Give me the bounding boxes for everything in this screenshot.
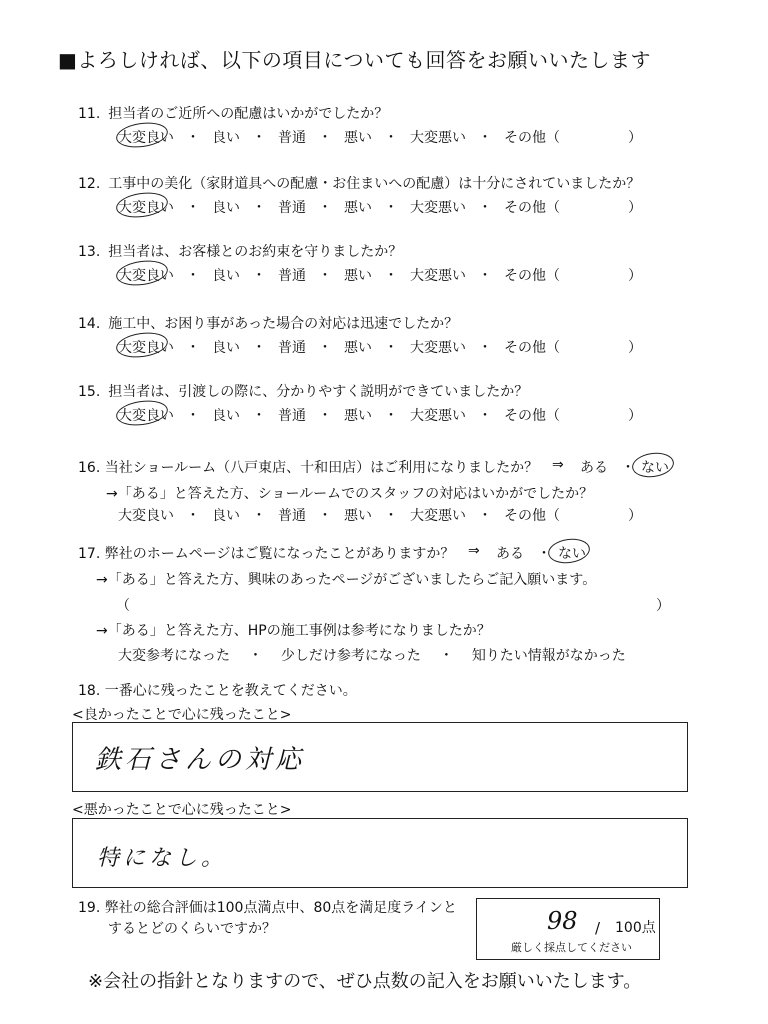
- question-followup: →「ある」と答えた方、興味のあったページがございましたらご記入願います。: [96, 572, 597, 588]
- paren-close: ）: [628, 340, 642, 356]
- paren-close: ）: [628, 130, 642, 146]
- rating-option[interactable]: 大変良い: [118, 408, 174, 424]
- paren-close: ）: [628, 268, 642, 284]
- paren-open: （: [116, 598, 130, 614]
- question-16: [78, 457, 538, 477]
- hp-options: 大変参考になった ・ 少しだけ参考になった ・ 知りたい情報がなかった: [118, 648, 626, 664]
- question-followup: →「ある」と答えた方、HPの施工事例は参考になりましたか？: [96, 623, 491, 639]
- paren-close: ）: [628, 408, 642, 424]
- question-text: 担当者は、お客様とのお約束を守りましたか？: [108, 244, 403, 260]
- question-text: 当社ショールーム（八戸東店、十和田店）はご利用になりましたか？: [104, 460, 539, 476]
- rating-option[interactable]: その他（: [504, 340, 560, 356]
- rating-option[interactable]: 悪い: [344, 268, 372, 284]
- score-value: 98: [547, 907, 578, 935]
- rating-option[interactable]: 大変悪い: [410, 508, 466, 524]
- rating-option[interactable]: 大変良い: [118, 130, 174, 146]
- rating-row-15: 大変良い ・ 良い ・ 普通 ・ 悪い ・ 大変悪い ・ その他（: [118, 405, 560, 425]
- question-text-cont: するとどのくらいですか？: [108, 921, 276, 937]
- hp-option[interactable]: 少しだけ参考になった: [280, 648, 421, 664]
- question-number: 19.: [78, 900, 101, 916]
- question-text: 担当者は、引渡しの際に、分かりやすく説明ができていましたか？: [108, 384, 529, 400]
- question-12: [78, 173, 640, 193]
- question-19: [78, 897, 457, 917]
- good-answer-box[interactable]: [72, 722, 688, 792]
- yes-option[interactable]: ある: [580, 460, 608, 476]
- question-text: 施工中、お困り事があった場合の対応は迅速でしたか？: [108, 316, 459, 332]
- arrow-icon: ⇒: [468, 543, 480, 559]
- question-17: [78, 543, 454, 563]
- rating-option[interactable]: 普通: [278, 130, 306, 146]
- arrow-icon: ⇒: [552, 457, 564, 473]
- rating-row-11: 大変良い ・ 良い ・ 普通 ・ 悪い ・ 大変悪い ・ その他（: [118, 127, 560, 147]
- question-number: 15.: [78, 384, 101, 400]
- rating-option[interactable]: 普通: [278, 340, 306, 356]
- rating-option[interactable]: 普通: [278, 268, 306, 284]
- rating-option[interactable]: 悪い: [344, 340, 372, 356]
- question-11: [78, 103, 388, 123]
- rating-option[interactable]: 大変良い: [118, 200, 174, 216]
- question-text: 一番心に残ったことを教えてください。: [104, 683, 357, 699]
- question-text: 工事中の美化（家財道具への配慮・お住まいへの配慮）は十分にされていましたか？: [108, 176, 641, 192]
- rating-option[interactable]: 良い: [212, 508, 240, 524]
- question-18: [78, 680, 357, 700]
- rating-option[interactable]: 普通: [278, 200, 306, 216]
- good-answer: 鉄石さんの対応: [95, 745, 306, 775]
- rating-option[interactable]: 大変悪い: [410, 268, 466, 284]
- bad-label: <悪かったことで心に残ったこと>: [72, 802, 292, 818]
- rating-option[interactable]: その他（: [504, 130, 560, 146]
- rating-option[interactable]: 大変悪い: [410, 130, 466, 146]
- page-title: ■よろしければ、以下の項目についても回答をお願いいたします: [58, 48, 651, 72]
- question-number: 18.: [78, 683, 101, 699]
- rating-option[interactable]: 悪い: [344, 508, 372, 524]
- rating-option[interactable]: その他（: [504, 200, 560, 216]
- question-number: 17.: [78, 546, 101, 562]
- rating-option[interactable]: 大変悪い: [410, 408, 466, 424]
- rating-row-13: 大変良い ・ 良い ・ 普通 ・ 悪い ・ 大変悪い ・ その他（: [118, 265, 560, 285]
- paren-close: ）: [628, 200, 642, 216]
- rating-option[interactable]: 大変悪い: [410, 200, 466, 216]
- hp-option[interactable]: 大変参考になった: [118, 648, 230, 664]
- bad-answer: 特になし。: [97, 846, 228, 871]
- rating-option[interactable]: 良い: [212, 408, 240, 424]
- rating-option[interactable]: 大変悪い: [410, 340, 466, 356]
- rating-option[interactable]: その他（: [504, 408, 560, 424]
- question-followup: →「ある」と答えた方、ショールームでのスタッフの対応はいかがでしたか？: [106, 486, 594, 502]
- rating-row-12: 大変良い ・ 良い ・ 普通 ・ 悪い ・ 大変悪い ・ その他（: [118, 197, 560, 217]
- rating-option[interactable]: 大変良い: [118, 268, 174, 284]
- paren-close: ）: [656, 598, 670, 614]
- question-text: 担当者のご近所への配慮はいかがでしたか？: [108, 106, 389, 122]
- question-13: [78, 241, 402, 261]
- rating-option[interactable]: 良い: [212, 268, 240, 284]
- yes-option[interactable]: ある: [496, 546, 524, 562]
- rating-option[interactable]: 良い: [212, 200, 240, 216]
- question-14: [78, 313, 458, 333]
- question-text: 弊社の総合評価は100点満点中、80点を満足度ラインと: [104, 900, 457, 916]
- no-option[interactable]: ない: [641, 460, 669, 476]
- rating-row-14: 大変良い ・ 良い ・ 普通 ・ 悪い ・ 大変悪い ・ その他（: [118, 337, 560, 357]
- question-number: 12.: [78, 176, 101, 192]
- question-15: [78, 381, 528, 401]
- question-number: 13.: [78, 244, 101, 260]
- rating-option[interactable]: 良い: [212, 340, 240, 356]
- rating-option[interactable]: 悪い: [344, 200, 372, 216]
- score-box[interactable]: [476, 898, 660, 960]
- question-number: 11.: [78, 106, 101, 122]
- rating-option[interactable]: 悪い: [344, 408, 372, 424]
- hp-option[interactable]: 知りたい情報がなかった: [471, 648, 626, 664]
- score-max: 100点: [615, 920, 656, 936]
- rating-option[interactable]: 大変良い: [118, 508, 174, 524]
- no-option[interactable]: ない: [558, 546, 586, 562]
- rating-option[interactable]: その他（: [504, 268, 560, 284]
- good-label: <良かったことで心に残ったこと>: [72, 707, 292, 723]
- rating-option[interactable]: 悪い: [344, 130, 372, 146]
- question-number: 14.: [78, 316, 101, 332]
- question-number: 16.: [78, 460, 101, 476]
- footer-note: ※会社の指針となりますので、ぜひ点数の記入をお願いいたします。: [88, 971, 642, 992]
- rating-option[interactable]: 普通: [278, 508, 306, 524]
- rating-row-16: 大変良い ・ 良い ・ 普通 ・ 悪い ・ 大変悪い ・ その他（: [118, 505, 560, 525]
- rating-option[interactable]: その他（: [504, 508, 560, 524]
- score-hint: 厳しく採点してください: [511, 941, 632, 954]
- score-slash: /: [595, 919, 601, 937]
- rating-option[interactable]: 大変良い: [118, 340, 174, 356]
- rating-option[interactable]: 普通: [278, 408, 306, 424]
- bad-answer-box[interactable]: [72, 818, 688, 888]
- rating-option[interactable]: 良い: [212, 130, 240, 146]
- question-text: 弊社のホームページはご覧になったことがありますか？: [104, 546, 455, 562]
